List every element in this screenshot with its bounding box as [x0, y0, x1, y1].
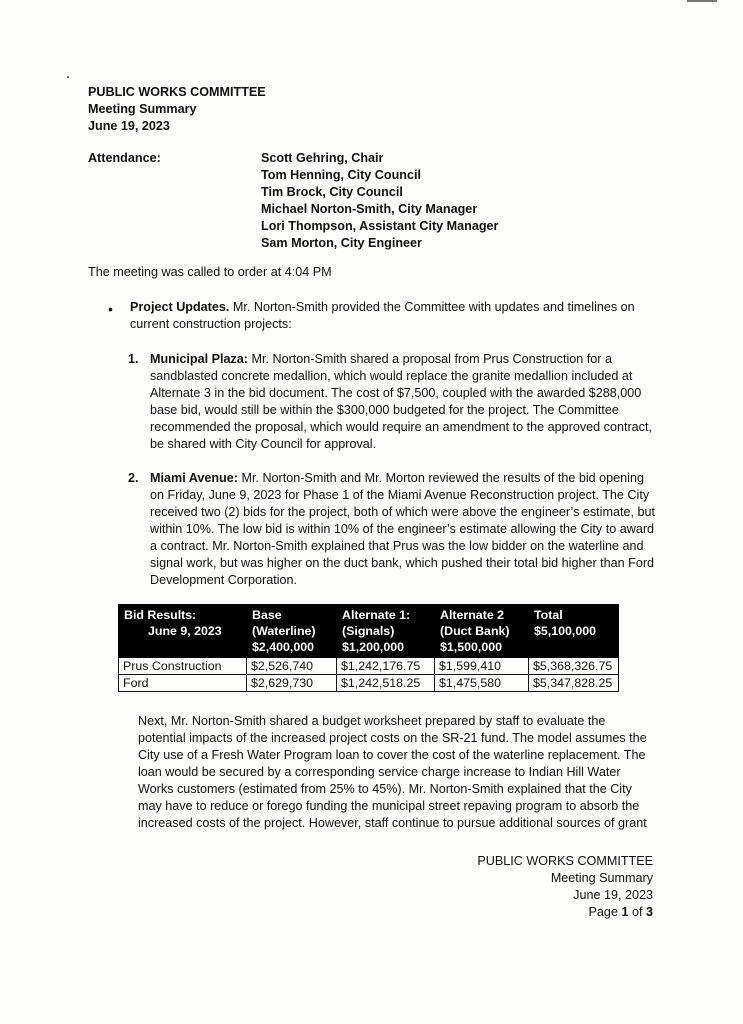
project-updates-text: Mr. Norton-Smith provided the Committee with updates and timelines on current construction projects:: [130, 300, 635, 331]
table-header: Alternate 2 (Duct Bank) $1,500,000: [435, 605, 529, 658]
item-title: Miami Avenue:: [150, 471, 238, 485]
item-miami-avenue: [150, 470, 655, 589]
table-header: Bid Results: June 9, 2023: [119, 605, 247, 658]
item-title: Municipal Plaza:: [150, 352, 248, 366]
item-text: Mr. Norton-Smith and Mr. Morton reviewed the results of the bid opening on Friday, June 9, 2023 for Phase 1 of the Miami Avenue Reconstruction project. The City received two (2) bids for the project, both of which were above the engineer’s estimate, but within 10%. The low bid is within 10% of the engineer’s estimate allowing the City to award a contract. Mr. Norton-Smith explained that Prus was the low bidder on the waterline and signal work, but was higher on the duct bank, which pushed their total bid higher than Ford Development Corporation.: [150, 471, 655, 587]
table-row: [119, 675, 619, 692]
budget-paragraph: Next, Mr. Norton-Smith shared a budget worksheet prepared by staff to evaluate the potential impacts of the increased project costs on the SR-21 fund. The model assumes the City use of a Fresh Water Program loan to cover the cost of the waterline replacement. The loan would be secured by a corresponding service charge increase to Indian Hill Water Works customers (estimated from 25% to 45%). Mr. Norton-Smith explained that the City may have to reduce or forego funding the municipal street repaving program to absorb the increased costs of the project. However, staff continue to pursue additional sources of grant: [138, 714, 647, 830]
document-type: Meeting Summary: [88, 102, 197, 116]
table-header: Base (Waterline) $2,400,000: [247, 605, 337, 658]
bullet-icon: •: [108, 301, 113, 317]
page-number: Page 1 of 3: [588, 905, 653, 919]
table-cell: $2,629,730: [247, 675, 337, 692]
footer-date: June 19, 2023: [573, 888, 653, 902]
item-number: 1.: [128, 352, 139, 366]
page-footer: [477, 853, 653, 921]
attendance-label: Attendance:: [88, 151, 161, 165]
document-header: [88, 84, 266, 135]
footer-committee: PUBLIC WORKS COMMITTEE: [477, 854, 653, 868]
item-text: Mr. Norton-Smith shared a proposal from Prus Construction for a sandblasted concrete medallion, which would replace the granite medallion included at Alternate 3 in the bid document. The cost of $7,500, coupled with the awarded $288,000 base bid, would still be within the $300,000 budgeted for the project. The Committee recommended the proposal, which would require an amendment to the approved contract, be shared with City Council for approval.: [150, 352, 652, 451]
table-cell: $5,368,326.75: [529, 658, 619, 675]
project-updates-intro: [130, 299, 650, 333]
attendee: Tim Brock, City Council: [261, 185, 403, 199]
attendee: Scott Gehring, Chair: [261, 151, 384, 165]
table-cell: Ford: [119, 675, 247, 692]
attendee: Lori Thompson, Assistant City Manager: [261, 219, 499, 233]
table-header: Alternate 1: (Signals) $1,200,000: [337, 605, 435, 658]
table-header-row: [119, 605, 619, 658]
project-updates-title: Project Updates.: [130, 300, 230, 314]
table-cell: Prus Construction: [119, 658, 247, 675]
scan-mark: [687, 0, 717, 2]
scan-speck: [67, 76, 69, 78]
footer-doc-type: Meeting Summary: [550, 871, 653, 885]
table-cell: $1,242,176.75: [337, 658, 435, 675]
table-cell: $2,526,740: [247, 658, 337, 675]
attendee-list: [261, 150, 498, 252]
bid-results-table: [118, 604, 619, 692]
table-row: [119, 658, 619, 675]
table-cell: $5,347,828.25: [529, 675, 619, 692]
item-number: 2.: [128, 471, 139, 485]
table-cell: $1,242,518.25: [337, 675, 435, 692]
table-cell: $1,475,580: [435, 675, 529, 692]
table-cell: $1,599,410: [435, 658, 529, 675]
attendee: Sam Morton, City Engineer: [261, 236, 422, 250]
call-to-order: The meeting was called to order at 4:04 PM: [88, 265, 332, 279]
attendee: Tom Henning, City Council: [261, 168, 421, 182]
item-municipal-plaza: [150, 351, 655, 453]
committee-name: PUBLIC WORKS COMMITTEE: [88, 85, 266, 99]
attendee: Michael Norton-Smith, City Manager: [261, 202, 478, 216]
table-header: Total $5,100,000: [529, 605, 619, 658]
meeting-date: June 19, 2023: [88, 119, 170, 133]
